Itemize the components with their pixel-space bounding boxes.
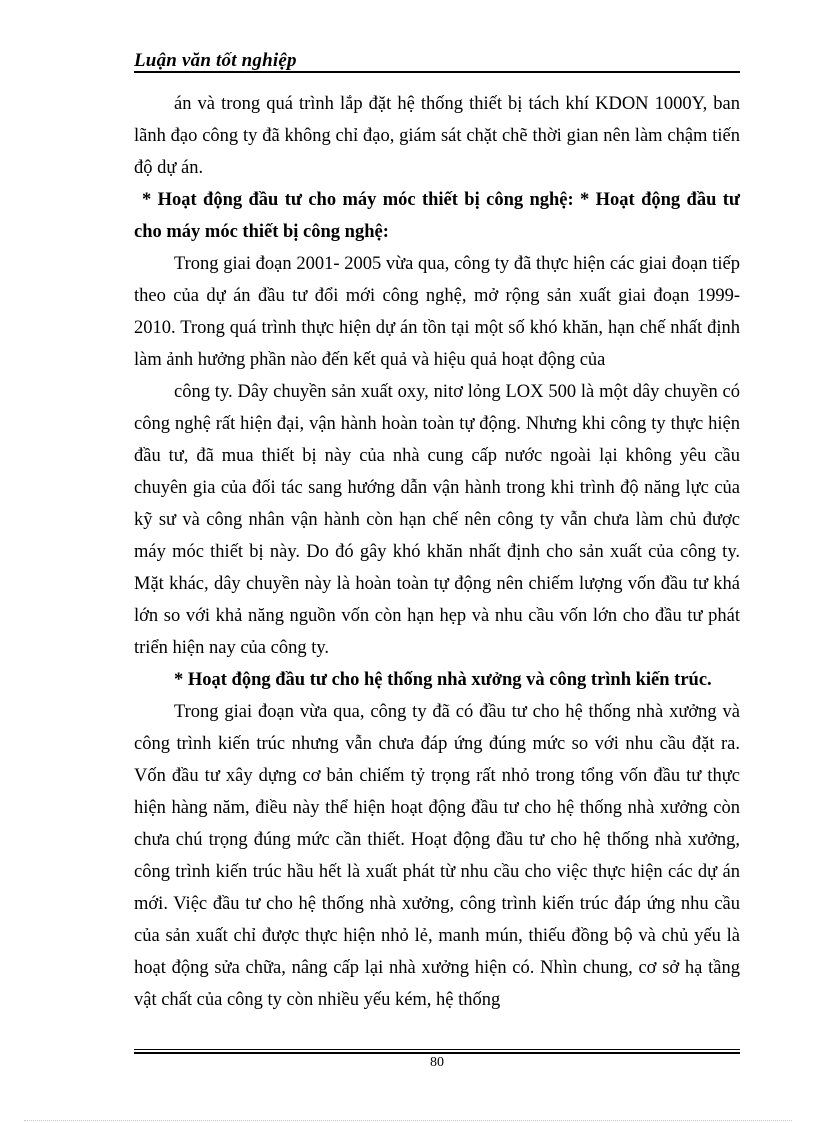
document-body bbox=[134, 88, 740, 1016]
header-rule bbox=[134, 71, 740, 73]
page-number: 80 bbox=[430, 1055, 444, 1070]
paragraph: án và trong quá trình lắp đặt hệ thống thiết bị tách khí KDON 1000Y, ban lãnh đạo công ty đã không chỉ đạo, giám sát chặt chẽ thời gian nên làm chậm tiến độ dự án. bbox=[134, 94, 740, 178]
footer-rule bbox=[134, 1052, 740, 1054]
paragraph: công ty. Dây chuyền sản xuất oxy, nitơ lỏng LOX 500 là một dây chuyền có công nghệ rất hiện đại, vận hành hoàn toàn tự động. Nhưng khi công ty thực hiện đầu tư, đã mua thiết bị này của nhà cung cấp nước ngoài lại không yêu cầu chuyên gia của đối tác sang hướng dẫn vận hành trong khi trình độ năng lực của kỹ sư và công nhân vận hành còn hạn chế nên công ty vẫn chưa làm chủ được máy móc thiết bị này. Do đó gây khó khăn nhất định cho sản xuất của công ty. Mặt khác, dây chuyền này là hoàn toàn tự động nên chiếm lượng vốn đầu tư khá lớn so với khả năng nguồn vốn còn hạn hẹp và nhu cầu vốn lớn cho đầu tư phát triển hiện nay của công ty. bbox=[134, 382, 740, 658]
section-heading: * Hoạt động đầu tư cho máy móc thiết bị công nghệ: * Hoạt động đầu tư cho máy móc thiết bị công nghệ: bbox=[134, 190, 740, 242]
running-header: Luận văn tốt nghiệp bbox=[134, 50, 297, 71]
paragraph: Trong giai đoạn 2001- 2005 vừa qua, công ty đã thực hiện các giai đoạn tiếp theo của dự án đầu tư đổi mới công nghệ, mở rộng sản xuất giai đoạn 1999- 2010. Trong quá trình thực hiện dự án tồn tại một số khó khăn, hạn chế nhất định làm ảnh hưởng phần nào đến kết quả và hiệu quả hoạt động của bbox=[134, 254, 740, 370]
paragraph: Trong giai đoạn vừa qua, công ty đã có đầu tư cho hệ thống nhà xưởng và công trình kiến trúc nhưng vẫn chưa đáp ứng đúng mức so với nhu cầu đặt ra. Vốn đầu tư xây dựng cơ bản chiếm tỷ trọng rất nhỏ trong tổng vốn đầu tư thực hiện hàng năm, điều này thể hiện hoạt động đầu tư cho hệ thống nhà xưởng còn chưa chú trọng đúng mức cần thiết. Hoạt động đầu tư cho hệ thống nhà xưởng, công trình kiến trúc hầu hết là xuất phát từ nhu cầu cho việc thực hiện các dự án mới. Việc đầu tư cho hệ thống nhà xưởng, công trình kiến trúc đáp ứng nhu cầu của sản xuất chỉ được thực hiện nhỏ lẻ, manh mún, thiếu đồng bộ và chủ yếu là hoạt động sửa chữa, nâng cấp lại nhà xưởng hiện có. Nhìn chung, cơ sở hạ tầng vật chất của công ty còn nhiều yếu kém, hệ thống bbox=[134, 702, 740, 1010]
page-edge-divider bbox=[24, 1120, 792, 1121]
section-heading: * Hoạt động đầu tư cho hệ thống nhà xưởng và công trình kiến trúc. bbox=[174, 670, 712, 690]
footer-rule bbox=[134, 1049, 740, 1050]
